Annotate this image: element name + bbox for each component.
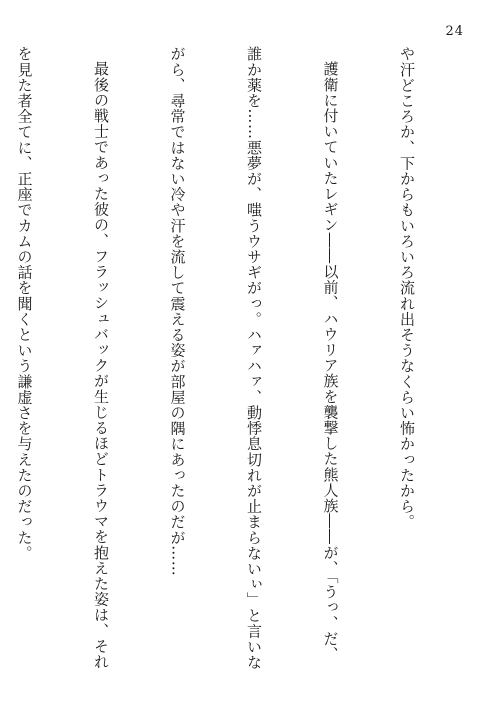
page-number: 24	[445, 24, 464, 39]
text-line: 最後の戦士であった彼の、フラッシュバックが生じるほどトラウマを抱えた姿は、それ	[92, 61, 110, 670]
text-line: を見た者全てに、正座でカムの話を聞くという謙虚さを与えたのだった。	[15, 46, 34, 561]
text-line: や汗どころか、下からもいろいろ流れ出そうなくらい怖かったから。	[398, 46, 416, 530]
body-text	[0, 46, 470, 670]
text-line: 誰か薬を……悪夢が、嗤うウサギがっ。ハァハァ、動悸息切れが止まらないぃ」と言いな	[245, 46, 263, 670]
text-line: がら、尋常ではない冷や汗を流して震える姿が部屋の隅にあったのだが……	[168, 46, 187, 577]
text-line: 護衛に付いていたレギン――以前、ハウリア族を襲撃した熊人族――が、「うっ、だ、	[321, 61, 340, 662]
